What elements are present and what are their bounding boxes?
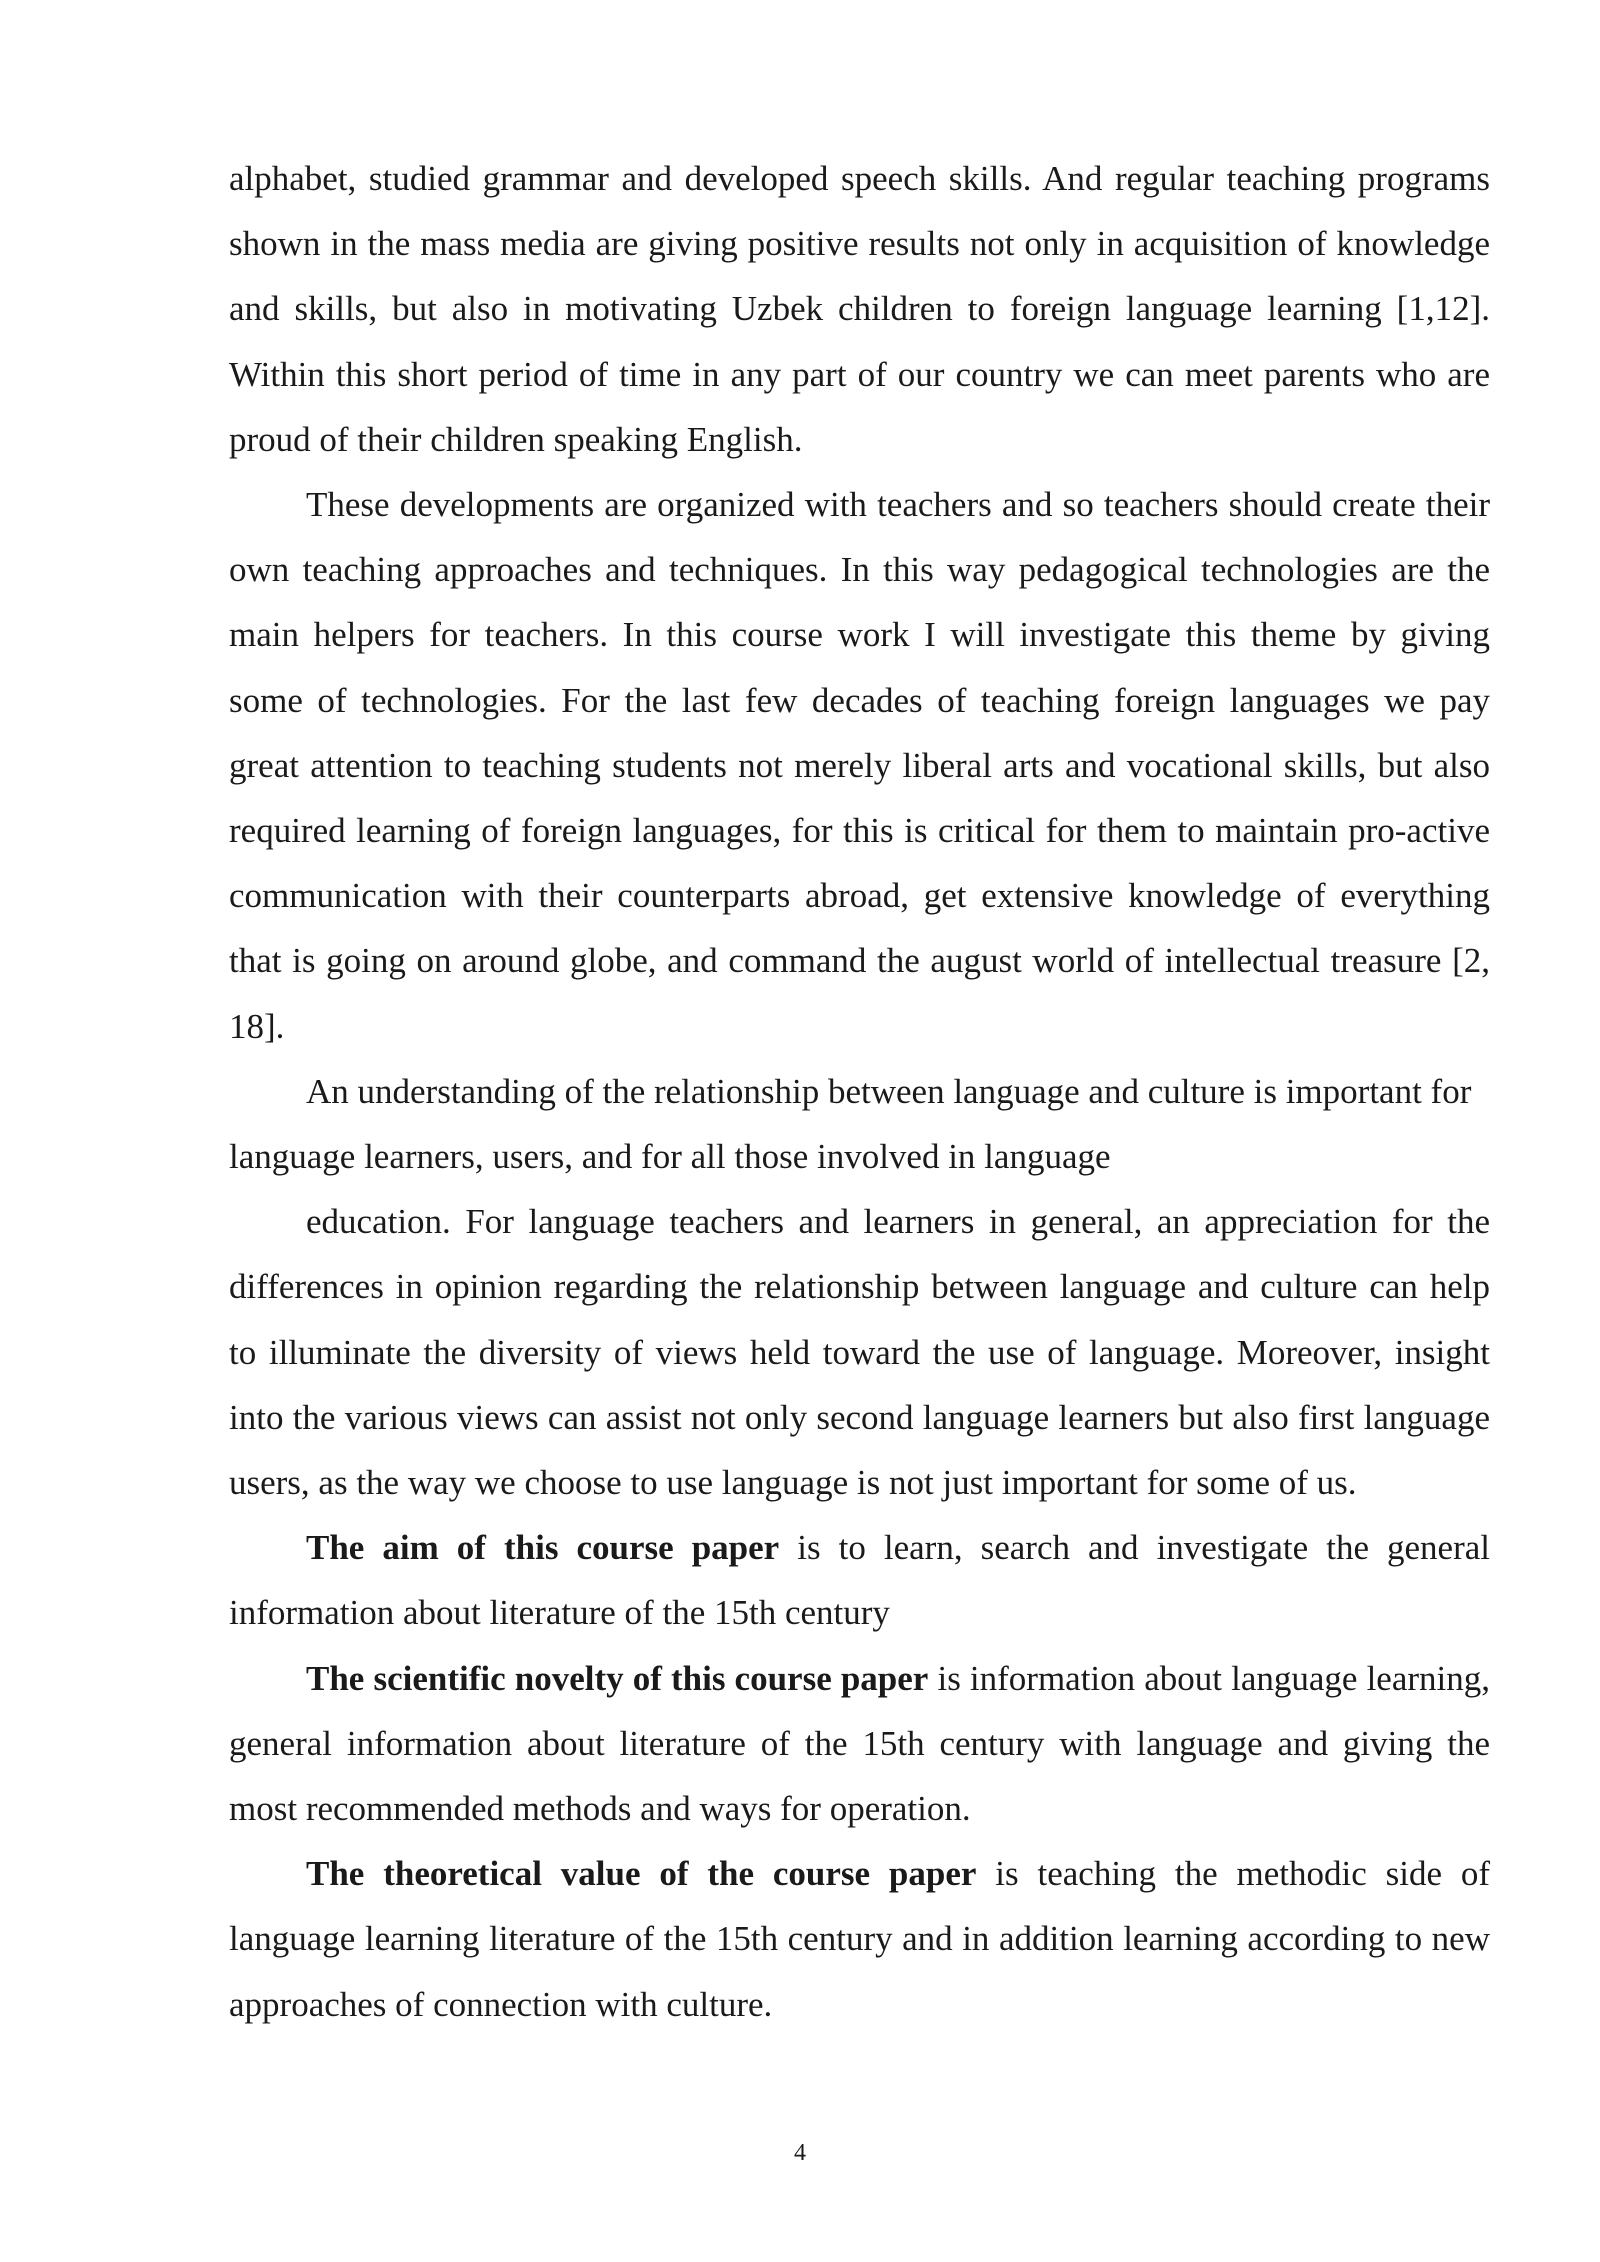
novelty-text: is information about language learning, general information about literature of the 15th century with language and giving the most recommended methods and ways for operation. xyxy=(229,1658,1490,1829)
theoretical-value-heading: The theoretical value of the course paper xyxy=(306,1854,977,1894)
body-text xyxy=(229,146,1490,2037)
aim-text: is to learn, search and investigate the general information about literature of the 15th century xyxy=(229,1528,1490,1633)
novelty-heading: The scientific novelty of this course paper xyxy=(306,1658,929,1698)
paragraph-aim xyxy=(229,1515,1490,1645)
paragraph-4: education. For language teachers and learners in general, an appreciation for the differences in opinion regarding the relationship between language and culture can help to illuminate the diversity of views held toward the use of language. Moreover, insight into the various views can assist not only second language learners but also first language users, as the way we choose to use language is not just important for some of us. xyxy=(229,1202,1490,1503)
page-number: 4 xyxy=(794,2140,806,2166)
paragraph-1: alphabet, studied grammar and developed speech skills. And regular teaching programs shown in the mass media are giving positive results not only in acquisition of knowledge and skills, but also in motivating Uzbek children to foreign language learning [1,12]. Within this short period of time in any part of our country we can meet parents who are proud of their children speaking English. xyxy=(229,159,1490,459)
paragraph-2: These developments are organized with teachers and so teachers should create their own teaching approaches and techniques. In this way pedagogical technologies are the main helpers for teachers. In this course work I will investigate this theme by giving some of technologies. For the last few decades of teaching foreign languages we pay great attention to teaching students not merely liberal arts and vocational skills, but also required learning of foreign languages, for this is critical for them to maintain pro-active communication with their counterparts abroad, get extensive knowledge of everything that is going on around globe, and command the august world of intellectual treasure [2, 18]. xyxy=(229,485,1490,1046)
paragraph-theoretical-value xyxy=(229,1841,1490,2037)
aim-heading: The aim of this course paper xyxy=(306,1528,780,1568)
paragraph-3: An understanding of the relationship between language and culture is important for language learners, users, and for all those involved in language xyxy=(229,1071,1472,1177)
theoretical-value-text: is teaching the methodic side of language learning literature of the 15th century and in addition learning according to new approaches of connection with culture. xyxy=(229,1854,1490,2024)
paragraph-novelty xyxy=(229,1646,1490,1842)
